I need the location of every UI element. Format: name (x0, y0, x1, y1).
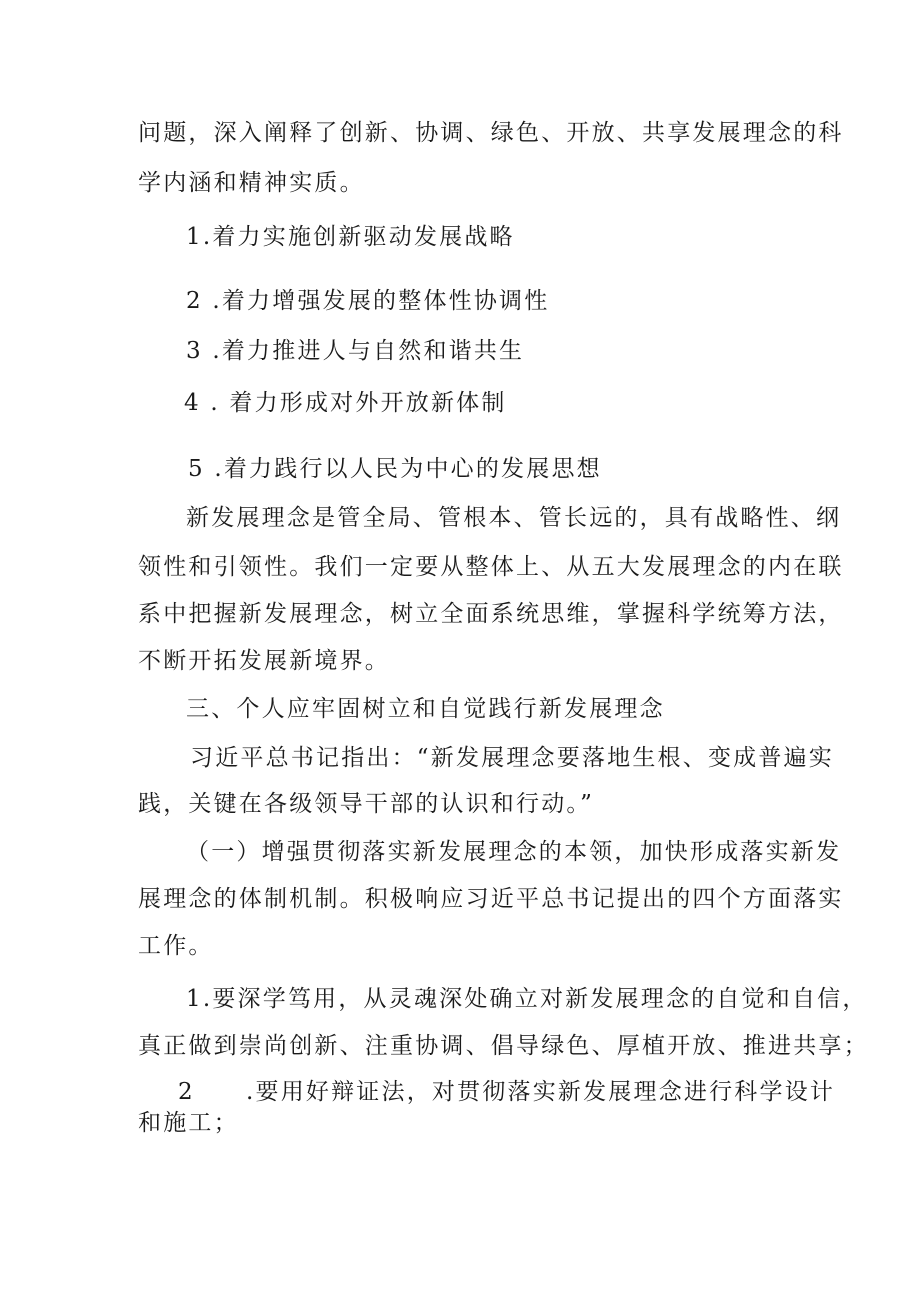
section-heading: 三、个人应牢固树立和自觉践行新发展理念 (186, 696, 665, 722)
summary-line-4: 不断开拓发展新境界。 (138, 648, 390, 674)
quote-line-2: 践，关键在各级领导干部的认识和行动。” (138, 791, 595, 817)
quote-line-1: 习近平总书记指出：“新发展理念要落地生根、变成普遍实 (190, 745, 834, 771)
list-two-item-2-line-2: 和施工； (138, 1110, 239, 1136)
summary-line-1: 新发展理念是管全局、管根本、管长远的，具有战略性、纲 (186, 505, 842, 531)
list-two-item-1-line-2: 真正做到崇尚创新、注重协调、倡导绿色、厚植开放、推进共享； (138, 1033, 869, 1059)
intro-line-1: 问题，深入阐释了创新、协调、绿色、开放、共享发展理念的科 (138, 120, 844, 146)
list-one-item-4: 4 . 着力形成对外开放新体制 (184, 390, 507, 416)
list-one-item-5: 5 .着力践行以人民为中心的发展思想 (188, 456, 602, 482)
list-one-item-1: 1.着力实施创新驱动发展战略 (186, 224, 515, 250)
list-one-item-2: 2 .着力增强发展的整体性协调性 (186, 288, 550, 314)
list-two-item-2-line-1: .要用好辩证法，对贯彻落实新发展理念进行科学设计 (246, 1079, 836, 1105)
list-two-item-2-number: 2 (178, 1079, 195, 1105)
list-one-item-3: 3 .着力推进人与自然和谐共生 (186, 338, 525, 364)
summary-line-3: 系中把握新发展理念，树立全面系统思维，掌握科学统筹方法， (138, 601, 844, 627)
intro-line-2: 学内涵和精神实质。 (138, 170, 365, 196)
summary-line-2: 领性和引领性。我们一定要从整体上、从五大发展理念的内在联 (138, 554, 844, 580)
subsection-line-2: 展理念的体制机制。积极响应习近平总书记提出的四个方面落实 (138, 886, 844, 912)
subsection-line-1: （一）增强贯彻落实新发展理念的本领，加快形成落实新发 (186, 839, 842, 865)
list-two-item-1-line-1: 1.要深学笃用，从灵魂深处确立对新发展理念的自觉和自信， (186, 986, 868, 1012)
subsection-line-3: 工作。 (138, 933, 214, 959)
